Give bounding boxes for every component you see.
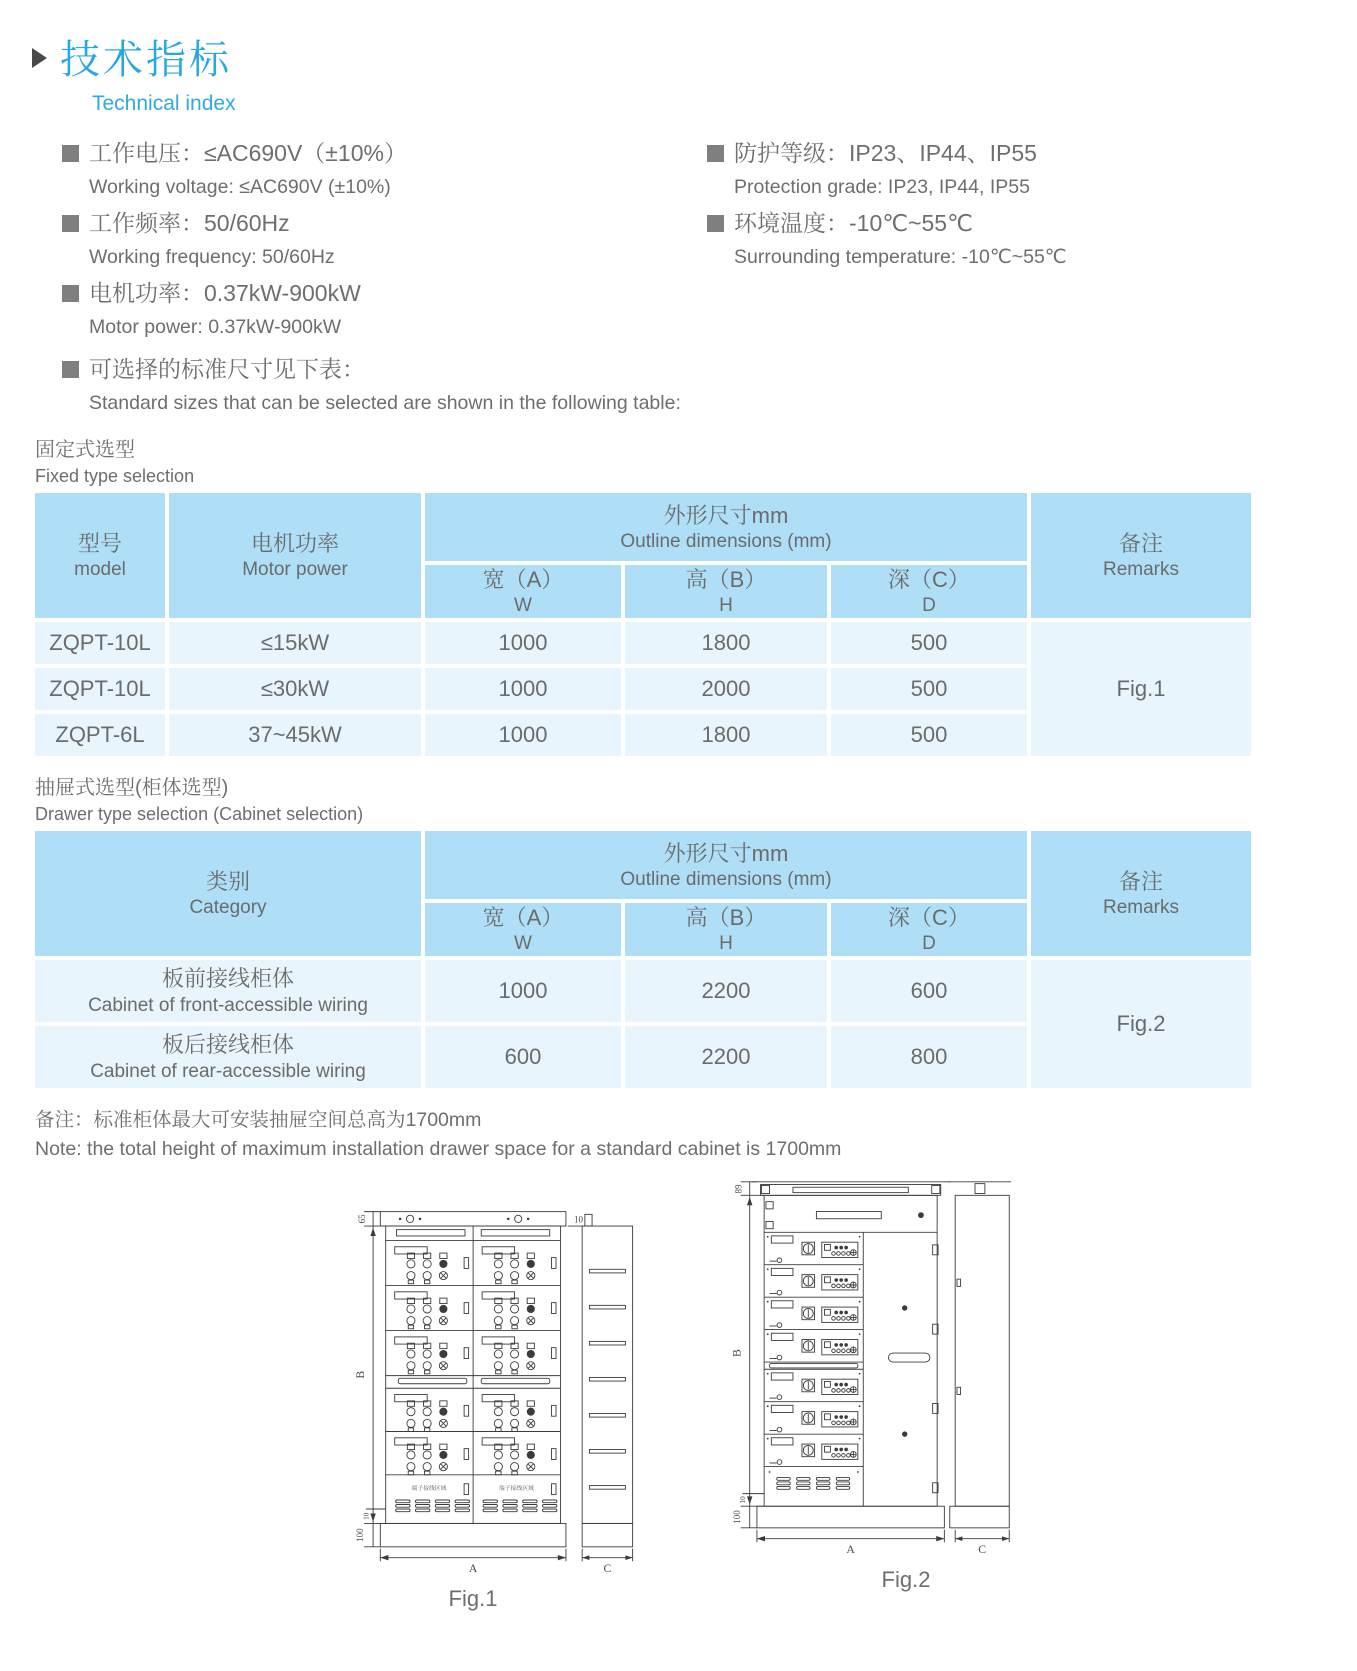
spec-en: Working voltage: ≤AC690V (±10%) bbox=[89, 176, 391, 198]
footnote-en: Note: the total height of maximum installation drawer space for a standard cabinet is 1700mm bbox=[35, 1138, 842, 1160]
cell-model: ZQPT-10L bbox=[35, 622, 165, 664]
spec-item bbox=[62, 136, 707, 204]
spec-cn: 工作电压：≤AC690V（±10%） bbox=[89, 140, 407, 166]
footnote-cn: 备注：标准柜体最大可安装抽屉空间总高为1700mm bbox=[35, 1109, 482, 1131]
square-bullet-icon bbox=[62, 361, 79, 378]
fig2-dim-width: A bbox=[846, 1543, 855, 1557]
spec-cn: 工作频率：50/60Hz bbox=[89, 210, 290, 236]
fig2-dim-base-height: 100 bbox=[731, 1510, 742, 1524]
header-model: 型号 model bbox=[35, 493, 165, 618]
header-depth: 深（C） D bbox=[831, 565, 1027, 618]
cell-width: 1000 bbox=[425, 714, 621, 756]
spec-column-left bbox=[62, 136, 707, 422]
cell-remarks: Fig.2 bbox=[1031, 960, 1251, 1088]
header-height: 高（B） H bbox=[625, 903, 827, 956]
cell-remarks: Fig.1 bbox=[1031, 622, 1251, 756]
spec-column-right bbox=[707, 136, 1067, 422]
cell-category: 板前接线柜体 Cabinet of front-accessible wiring bbox=[35, 960, 421, 1022]
cell-depth: 500 bbox=[831, 668, 1027, 710]
cell-height: 2200 bbox=[625, 1026, 827, 1088]
fig1-dim-width: A bbox=[468, 1562, 478, 1576]
spec-item bbox=[62, 206, 707, 274]
square-bullet-icon bbox=[707, 145, 724, 162]
header-category: 类别 Category bbox=[35, 831, 421, 956]
cell-motor: ≤30kW bbox=[169, 668, 421, 710]
header-motor-power: 电机功率 Motor power bbox=[169, 493, 421, 618]
spec-cn: 电机功率：0.37kW-900kW bbox=[89, 280, 361, 306]
fig2-cabinet-drawing bbox=[710, 1162, 1012, 1563]
cell-depth: 500 bbox=[831, 622, 1027, 664]
cell-motor: 37~45kW bbox=[169, 714, 421, 756]
cell-height: 1800 bbox=[625, 622, 827, 664]
cell-depth: 600 bbox=[831, 960, 1027, 1022]
spec-cn: 防护等级：IP23、IP44、IP55 bbox=[734, 140, 1037, 166]
fig2-dim-depth: C bbox=[978, 1543, 987, 1557]
spec-en: Standard sizes that can be selected are shown in the following table: bbox=[89, 392, 681, 414]
square-bullet-icon bbox=[62, 285, 79, 302]
cell-height: 2200 bbox=[625, 960, 827, 1022]
section-title-en: Drawer type selection (Cabinet selection) bbox=[35, 804, 364, 824]
cell-width: 600 bbox=[425, 1026, 621, 1088]
header-depth: 深（C） D bbox=[831, 903, 1027, 956]
section-title-cn: 抽屉式选型(柜体选型) bbox=[35, 777, 229, 799]
cell-width: 1000 bbox=[425, 622, 621, 664]
fig2-dim-vent-offset: 10 bbox=[739, 1496, 748, 1504]
fig1-dim-base-height: 100 bbox=[355, 1528, 366, 1542]
cell-depth: 500 bbox=[831, 714, 1027, 756]
fig2-caption: Fig.2 bbox=[881, 1567, 931, 1592]
section-arrow-icon bbox=[32, 48, 47, 68]
fig2-dim-body-height: B bbox=[730, 1349, 744, 1357]
fig1-cabinet-drawing: 端子接线区域 65 B 10 100 10 A C bbox=[346, 1190, 648, 1582]
cell-category: 板后接线柜体 Cabinet of rear-accessible wiring bbox=[35, 1026, 421, 1088]
page-header bbox=[0, 28, 1357, 116]
fig1-dim-cap-offset: 10 bbox=[574, 1214, 584, 1225]
fixed-table-section-title bbox=[35, 437, 1357, 488]
section-title-en: Fixed type selection bbox=[35, 466, 195, 486]
spec-en: Motor power: 0.37kW-900kW bbox=[89, 316, 342, 338]
header-outline-dimensions: 外形尺寸mm Outline dimensions (mm) bbox=[425, 831, 1027, 899]
cell-width: 1000 bbox=[425, 668, 621, 710]
square-bullet-icon bbox=[62, 215, 79, 232]
header-width: 宽（A） W bbox=[425, 903, 621, 956]
header-height: 高（B） H bbox=[625, 565, 827, 618]
header-width: 宽（A） W bbox=[425, 565, 621, 618]
spec-en: Surrounding temperature: -10℃~55℃ bbox=[734, 246, 1067, 268]
cell-model: ZQPT-10L bbox=[35, 668, 165, 710]
spec-cn: 可选择的标准尺寸见下表： bbox=[89, 356, 365, 382]
page-title: 技术指标 bbox=[60, 38, 232, 82]
spec-list bbox=[0, 136, 1357, 422]
cell-depth: 800 bbox=[831, 1026, 1027, 1088]
fig1-dim-body-height: B bbox=[354, 1370, 368, 1379]
header-remarks: 备注 Remarks bbox=[1031, 831, 1251, 956]
section-title-cn: 固定式选型 bbox=[35, 439, 135, 461]
cell-width: 1000 bbox=[425, 960, 621, 1022]
cell-model: ZQPT-6L bbox=[35, 714, 165, 756]
figures-row bbox=[0, 1166, 1357, 1671]
drawer-type-table bbox=[31, 827, 1255, 1092]
square-bullet-icon bbox=[62, 145, 79, 162]
fig1-dim-cap-height: 65 bbox=[356, 1214, 367, 1224]
drawer-table-section-title bbox=[35, 775, 1357, 826]
table-footnote bbox=[35, 1106, 1357, 1164]
spec-item bbox=[62, 276, 707, 344]
figure-1 bbox=[346, 1190, 648, 1612]
spec-cn: 环境温度：-10℃~55℃ bbox=[734, 210, 973, 236]
spec-en: Working frequency: 50/60Hz bbox=[89, 246, 335, 268]
header-remarks: 备注 Remarks bbox=[1031, 493, 1251, 618]
square-bullet-icon bbox=[707, 215, 724, 232]
spec-item bbox=[707, 136, 1067, 204]
cell-height: 2000 bbox=[625, 668, 827, 710]
cell-motor: ≤15kW bbox=[169, 622, 421, 664]
cell-height: 1800 bbox=[625, 714, 827, 756]
page-subtitle: Technical index bbox=[92, 92, 236, 115]
fig1-dim-depth: C bbox=[603, 1562, 612, 1576]
table-row bbox=[35, 960, 1251, 1022]
table-row bbox=[35, 622, 1251, 664]
fig1-caption: Fig.1 bbox=[448, 1586, 498, 1611]
spec-en: Protection grade: IP23, IP44, IP55 bbox=[734, 176, 1030, 198]
fig1-dim-vent-offset: 10 bbox=[362, 1512, 371, 1520]
fixed-type-table bbox=[31, 489, 1255, 760]
fig2-dim-cap-height: 89 bbox=[733, 1184, 744, 1194]
spec-item bbox=[707, 206, 1067, 274]
figure-2 bbox=[710, 1162, 1012, 1593]
header-outline-dimensions: 外形尺寸mm Outline dimensions (mm) bbox=[425, 493, 1027, 561]
spec-item bbox=[62, 352, 707, 420]
